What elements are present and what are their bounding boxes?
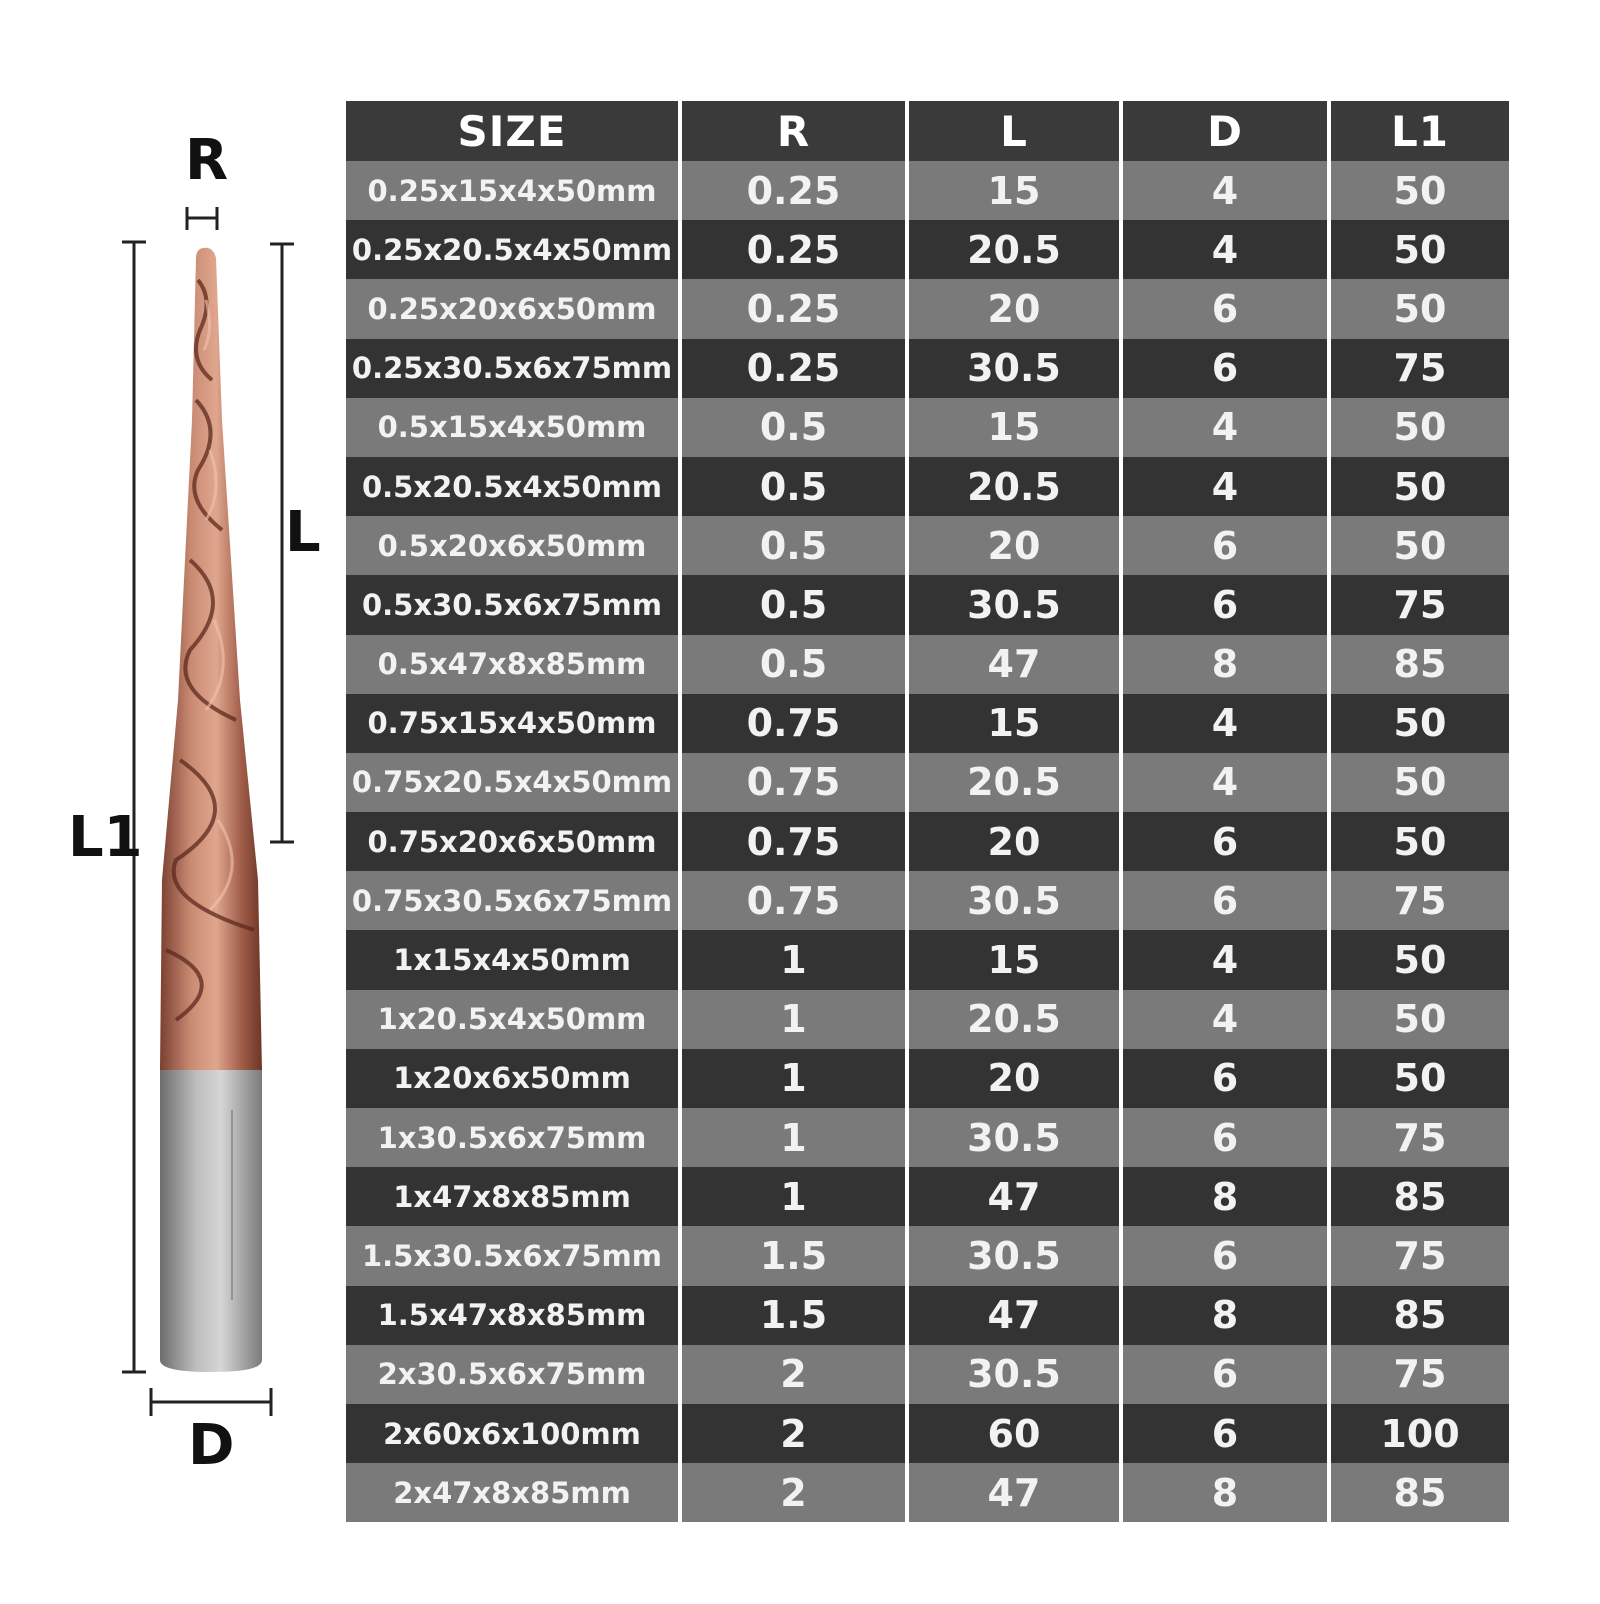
table-row (346, 457, 1509, 516)
table-row (346, 161, 1509, 220)
size-cell: 0.5x20.5x4x50mm (346, 457, 678, 516)
table-row (346, 1226, 1509, 1285)
l-cell: 20.5 (909, 990, 1119, 1049)
table-row (346, 1463, 1509, 1522)
tool-coated-body (160, 248, 262, 1070)
l-cell: 20 (909, 516, 1119, 575)
size-cell: 0.5x20x6x50mm (346, 516, 678, 575)
l1-cell: 50 (1331, 990, 1509, 1049)
table-row (346, 339, 1509, 398)
r-cell: 1 (682, 1167, 905, 1226)
d-cell: 6 (1123, 812, 1327, 871)
table-row (346, 812, 1509, 871)
l-cell: 30.5 (909, 1108, 1119, 1167)
d-cell: 6 (1123, 279, 1327, 338)
l-cell: 15 (909, 930, 1119, 989)
table-row (346, 753, 1509, 812)
size-cell: 1x20.5x4x50mm (346, 990, 678, 1049)
l1-cell: 50 (1331, 812, 1509, 871)
table-row (346, 398, 1509, 457)
l-cell: 20 (909, 279, 1119, 338)
l-cell: 20 (909, 1049, 1119, 1108)
size-cell: 0.75x20.5x4x50mm (346, 753, 678, 812)
r-cell: 2 (682, 1404, 905, 1463)
l1-cell: 75 (1331, 1226, 1509, 1285)
l-cell: 47 (909, 1167, 1119, 1226)
d-cell: 8 (1123, 1286, 1327, 1345)
size-cell: 1x47x8x85mm (346, 1167, 678, 1226)
size-cell: 2x60x6x100mm (346, 1404, 678, 1463)
size-cell: 1.5x47x8x85mm (346, 1286, 678, 1345)
d-cell: 6 (1123, 339, 1327, 398)
l-cell: 15 (909, 694, 1119, 753)
l1-cell: 100 (1331, 1404, 1509, 1463)
r-cell: 1 (682, 930, 905, 989)
l-cell: 30.5 (909, 1345, 1119, 1404)
d-cell: 4 (1123, 398, 1327, 457)
size-cell: 1x20x6x50mm (346, 1049, 678, 1108)
r-cell: 0.25 (682, 279, 905, 338)
size-cell: 0.25x30.5x6x75mm (346, 339, 678, 398)
l1-cell: 50 (1331, 516, 1509, 575)
d-cell: 4 (1123, 220, 1327, 279)
r-cell: 0.75 (682, 871, 905, 930)
l1-cell: 50 (1331, 398, 1509, 457)
table-row (346, 220, 1509, 279)
table-body (346, 161, 1509, 1522)
end-mill-illustration (0, 0, 340, 1600)
l-cell: 30.5 (909, 1226, 1119, 1285)
table-row (346, 1404, 1509, 1463)
table-row (346, 1049, 1509, 1108)
l1-cell: 85 (1331, 1463, 1509, 1522)
l-cell: 47 (909, 1286, 1119, 1345)
l-cell: 15 (909, 161, 1119, 220)
r-cell: 1 (682, 1108, 905, 1167)
d-cell: 8 (1123, 1463, 1327, 1522)
l1-cell: 75 (1331, 871, 1509, 930)
r-cell: 1.5 (682, 1286, 905, 1345)
r-cell: 2 (682, 1463, 905, 1522)
size-cell: 1x15x4x50mm (346, 930, 678, 989)
size-cell: 0.75x30.5x6x75mm (346, 871, 678, 930)
table-row (346, 635, 1509, 694)
r-cell: 1 (682, 990, 905, 1049)
table-header-row (346, 101, 1509, 161)
l-cell: 30.5 (909, 575, 1119, 634)
header-r: R (682, 101, 905, 161)
l1-cell: 85 (1331, 1286, 1509, 1345)
d-cell: 6 (1123, 1226, 1327, 1285)
l-cell: 30.5 (909, 339, 1119, 398)
table-row (346, 575, 1509, 634)
size-cell: 0.75x15x4x50mm (346, 694, 678, 753)
table-row (346, 1167, 1509, 1226)
d-cell: 6 (1123, 871, 1327, 930)
r-cell: 0.25 (682, 339, 905, 398)
d-cell: 4 (1123, 930, 1327, 989)
size-cell: 0.25x15x4x50mm (346, 161, 678, 220)
r-cell: 0.5 (682, 457, 905, 516)
l1-cell: 75 (1331, 1345, 1509, 1404)
end-mill-diagram (0, 0, 340, 1600)
r-cell: 0.75 (682, 694, 905, 753)
l-cell: 15 (909, 398, 1119, 457)
table-row (346, 1108, 1509, 1167)
r-cell: 0.75 (682, 812, 905, 871)
table-row (346, 1286, 1509, 1345)
l-cell: 20 (909, 812, 1119, 871)
d-cell: 6 (1123, 1049, 1327, 1108)
d-cell: 4 (1123, 161, 1327, 220)
r-cell: 0.25 (682, 220, 905, 279)
size-cell: 2x47x8x85mm (346, 1463, 678, 1522)
l-cell: 30.5 (909, 871, 1119, 930)
l-cell: 47 (909, 1463, 1119, 1522)
l-cell: 47 (909, 635, 1119, 694)
r-cell: 0.5 (682, 635, 905, 694)
size-cell: 0.25x20x6x50mm (346, 279, 678, 338)
l1-dimension-label: L1 (68, 805, 143, 870)
size-specification-table (342, 101, 1513, 1522)
size-cell: 0.25x20.5x4x50mm (346, 220, 678, 279)
table-row (346, 1345, 1509, 1404)
header-size: SIZE (346, 101, 678, 161)
d-cell: 4 (1123, 990, 1327, 1049)
l-cell: 20.5 (909, 753, 1119, 812)
l1-cell: 75 (1331, 339, 1509, 398)
d-cell: 6 (1123, 1404, 1327, 1463)
size-cell: 1x30.5x6x75mm (346, 1108, 678, 1167)
d-cell: 4 (1123, 457, 1327, 516)
d-cell: 8 (1123, 1167, 1327, 1226)
table-row (346, 930, 1509, 989)
r-cell: 0.5 (682, 398, 905, 457)
l1-cell: 50 (1331, 220, 1509, 279)
l1-cell: 50 (1331, 1049, 1509, 1108)
l1-cell: 85 (1331, 1167, 1509, 1226)
l1-cell: 75 (1331, 575, 1509, 634)
tool-shank (160, 1066, 262, 1372)
table-row (346, 516, 1509, 575)
l-cell: 20.5 (909, 220, 1119, 279)
d-cell: 4 (1123, 694, 1327, 753)
header-d: D (1123, 101, 1327, 161)
r-dimension-marker (187, 207, 217, 230)
r-cell: 0.5 (682, 575, 905, 634)
d-cell: 4 (1123, 753, 1327, 812)
header-l: L (909, 101, 1119, 161)
size-cell: 0.5x30.5x6x75mm (346, 575, 678, 634)
l-cell: 20.5 (909, 457, 1119, 516)
r-cell: 1.5 (682, 1226, 905, 1285)
size-cell: 0.75x20x6x50mm (346, 812, 678, 871)
l1-cell: 50 (1331, 161, 1509, 220)
d-dimension-label: D (188, 1413, 235, 1478)
l1-cell: 50 (1331, 279, 1509, 338)
table-row (346, 871, 1509, 930)
l1-cell: 75 (1331, 1108, 1509, 1167)
r-cell: 0.25 (682, 161, 905, 220)
size-cell: 0.5x47x8x85mm (346, 635, 678, 694)
d-cell: 6 (1123, 1108, 1327, 1167)
d-cell: 8 (1123, 635, 1327, 694)
table-row (346, 279, 1509, 338)
d-cell: 6 (1123, 575, 1327, 634)
size-cell: 2x30.5x6x75mm (346, 1345, 678, 1404)
table-row (346, 694, 1509, 753)
r-cell: 1 (682, 1049, 905, 1108)
header-l1: L1 (1331, 101, 1509, 161)
r-dimension-label: R (185, 128, 229, 193)
r-cell: 2 (682, 1345, 905, 1404)
size-cell: 0.5x15x4x50mm (346, 398, 678, 457)
d-cell: 6 (1123, 516, 1327, 575)
l1-cell: 50 (1331, 457, 1509, 516)
l1-cell: 85 (1331, 635, 1509, 694)
table-row (346, 990, 1509, 1049)
l-cell: 60 (909, 1404, 1119, 1463)
l1-cell: 50 (1331, 753, 1509, 812)
l-dimension-label: L (285, 500, 321, 565)
r-cell: 0.5 (682, 516, 905, 575)
size-cell: 1.5x30.5x6x75mm (346, 1226, 678, 1285)
l1-cell: 50 (1331, 930, 1509, 989)
d-dimension-line (151, 1388, 271, 1416)
r-cell: 0.75 (682, 753, 905, 812)
d-cell: 6 (1123, 1345, 1327, 1404)
l1-cell: 50 (1331, 694, 1509, 753)
